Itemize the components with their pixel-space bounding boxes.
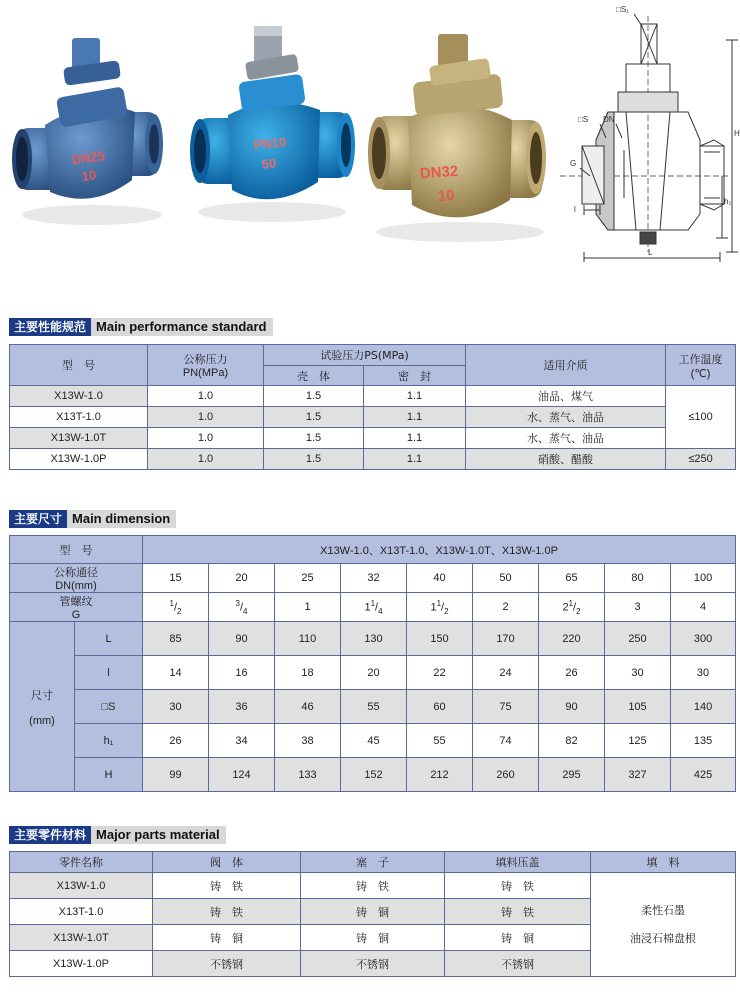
perf-header-medium: 适用介质 [466,345,666,386]
dim-cell: 110 [275,622,341,656]
perf-cell-model: X13W-1.0P [10,449,148,470]
dim-header-models: X13W-1.0、X13T-1.0、X13W-1.0T、X13W-1.0P [143,536,736,564]
dim-label-g-letter: G [71,609,81,621]
dimension-title-cn: 主要尺寸 [9,510,67,528]
diagram-label-h1: h₁ [724,197,732,206]
dim-cell: 99 [143,758,209,792]
dim-cell: 46 [275,690,341,724]
dim-cell: 74 [473,724,539,758]
valve2-mark-line1: PN10 [253,134,287,153]
mat-cell-gland: 不锈钢 [445,951,591,977]
perf-cell-shell: 1.5 [264,449,364,470]
dim-g-cell: $^3/_4$ [209,593,275,622]
perf-header-ps: 试验压力PS(MPa) [264,345,466,366]
perf-cell-pn: 1.0 [148,428,264,449]
dim-dn-cell: 50 [473,564,539,593]
mat-cell-gland: 铸 铁 [445,899,591,925]
dim-cell: 16 [209,656,275,690]
dim-cell: 45 [341,724,407,758]
dim-cell: 18 [275,656,341,690]
perf-cell-shell: 1.5 [264,386,364,407]
perf-cell-temp-b: ≤250 [666,449,736,470]
dim-dn-cell: 100 [671,564,736,593]
perf-cell-pn: 1.0 [148,407,264,428]
mat-cell-packing [591,873,736,977]
dim-cell: 90 [209,622,275,656]
dim-g-cell: 2 [473,593,539,622]
perf-header-seal: 密 封 [364,366,466,386]
dim-g-cell: $^1/_2$ [143,593,209,622]
dim-cell: 140 [671,690,736,724]
performance-title-en: Main performance standard [91,318,273,336]
dim-g-cell: $2^1/_2$ [539,593,605,622]
dim-cell: 75 [473,690,539,724]
mat-cell-model: X13W-1.0T [10,925,153,951]
perf-cell-medium: 硝酸、醋酸 [466,449,666,470]
diagram-label-s1: □S₁ [616,5,629,14]
perf-header-pn [148,345,264,386]
diagram-label-l-small: l [574,205,576,214]
perf-header-model: 型 号 [10,345,148,386]
dim-row-label: l [75,656,143,690]
dim-cell: 327 [605,758,671,792]
perf-header-pn-unit: PN(MPa) [182,367,229,379]
dim-cell: 105 [605,690,671,724]
dim-dn-cell: 65 [539,564,605,593]
dim-label-g [10,593,143,622]
dim-cell: 55 [407,724,473,758]
dim-cell: 20 [341,656,407,690]
dim-cell: 212 [407,758,473,792]
dim-row-label: □S [75,690,143,724]
perf-cell-seal: 1.1 [364,407,466,428]
dim-label-size [10,622,75,792]
dim-cell: 26 [143,724,209,758]
table-row [10,690,736,724]
dim-g-cell: $1^1/_2$ [407,593,473,622]
dim-cell: 24 [473,656,539,690]
dim-label-dn [10,564,143,593]
dim-cell: 30 [605,656,671,690]
diagram-label-dn: DN [603,115,615,124]
dim-cell: 125 [605,724,671,758]
dim-cell: 36 [209,690,275,724]
mat-cell-gland: 铸 铜 [445,925,591,951]
mat-cell-plug: 铸 铜 [301,925,445,951]
dim-cell: 425 [671,758,736,792]
dim-cell: 22 [407,656,473,690]
perf-cell-medium: 油品、煤气 [466,386,666,407]
dim-g-cell: 1 [275,593,341,622]
table-row [10,407,736,428]
diagram-label-s: □S [578,115,589,124]
valve3-mark-line2: 10 [437,187,456,206]
dim-label-g-cn: 管螺纹 [59,595,93,608]
dim-dn-cell: 80 [605,564,671,593]
dim-g-cell: 3 [605,593,671,622]
dim-dn-cell: 40 [407,564,473,593]
mat-header-part: 零件名称 [10,852,153,873]
dimension-table [9,535,736,792]
diagram-label-l: L [648,248,653,257]
mat-cell-gland: 铸 铁 [445,873,591,899]
dim-cell: 220 [539,622,605,656]
dim-row-label: L [75,622,143,656]
perf-cell-pn: 1.0 [148,449,264,470]
dim-cell: 300 [671,622,736,656]
mat-cell-model: X13W-1.0 [10,873,153,899]
valve3-mark-line1: DN32 [419,162,459,183]
perf-header-shell: 壳 体 [264,366,364,386]
mat-header-packing: 填 料 [591,852,736,873]
mat-packing-line2: 油浸石棉盘根 [630,931,696,945]
mat-packing-line1: 柔性石墨 [641,903,685,917]
materials-title-cn: 主要零件材料 [9,826,91,844]
valve1-mark-line2: 10 [80,167,98,185]
table-row [10,622,736,656]
perf-header-pn-cn: 公称压力 [183,353,228,366]
perf-cell-shell: 1.5 [264,407,364,428]
mat-cell-body: 不锈钢 [153,951,301,977]
perf-cell-temp-a: ≤100 [666,386,736,449]
dim-cell: 34 [209,724,275,758]
table-row [10,449,736,470]
dim-g-cell: 4 [671,593,736,622]
product-photos [0,0,740,300]
mat-cell-body: 铸 铁 [153,899,301,925]
dim-cell: 150 [407,622,473,656]
perf-cell-model: X13T-1.0 [10,407,148,428]
dim-cell: 30 [143,690,209,724]
dim-cell: 90 [539,690,605,724]
dim-label-dn-unit: DN(mm) [55,580,97,592]
dim-cell: 135 [671,724,736,758]
performance-title-cn: 主要性能规范 [9,318,91,336]
valve-photo-blue [190,26,355,222]
dim-cell: 170 [473,622,539,656]
dim-cell: 85 [143,622,209,656]
dim-label-dn-cn: 公称通径 [54,566,98,579]
dim-row-label: H [75,758,143,792]
dim-header-model: 型 号 [10,536,143,564]
dimension-section-title [9,510,176,528]
perf-cell-shell: 1.5 [264,428,364,449]
dim-cell: 55 [341,690,407,724]
mat-header-body: 阀 体 [153,852,301,873]
performance-table [9,344,736,470]
dim-cell: 82 [539,724,605,758]
mat-cell-plug: 不锈钢 [301,951,445,977]
perf-cell-pn: 1.0 [148,386,264,407]
table-row [10,724,736,758]
mat-cell-model: X13W-1.0P [10,951,153,977]
mat-cell-body: 铸 铜 [153,925,301,951]
perf-cell-model: X13W-1.0 [10,386,148,407]
dim-dn-cell: 15 [143,564,209,593]
mat-cell-plug: 铸 铜 [301,899,445,925]
diagram-label-h: H [734,129,740,138]
performance-section-title [9,318,273,336]
perf-cell-model: X13W-1.0T [10,428,148,449]
table-row [10,428,736,449]
mat-header-plug: 塞 子 [301,852,445,873]
dim-dn-cell: 20 [209,564,275,593]
diagram-label-g: G [570,159,577,168]
table-row [10,873,736,899]
mat-cell-plug: 铸 铁 [301,873,445,899]
dim-cell: 250 [605,622,671,656]
dim-cell: 133 [275,758,341,792]
perf-cell-seal: 1.1 [364,449,466,470]
materials-section-title [9,826,226,844]
dim-dn-cell: 32 [341,564,407,593]
perf-header-temp-unit: (℃) [690,367,711,380]
perf-cell-medium: 水、蒸气、油品 [466,428,666,449]
dim-cell: 30 [671,656,736,690]
dim-cell: 260 [473,758,539,792]
valve-photo-cast-iron [12,38,163,225]
dim-cell: 14 [143,656,209,690]
table-row [10,656,736,690]
perf-cell-seal: 1.1 [364,386,466,407]
dim-cell: 124 [209,758,275,792]
perf-header-temp [666,345,736,386]
valve-photo-brass [368,34,546,242]
mat-cell-body: 铸 铁 [153,873,301,899]
valve2-mark-line2: 50 [260,155,277,172]
dim-row-label: h₁ [75,724,143,758]
dim-label-size-unit: (mm) [29,714,55,727]
table-row [10,758,736,792]
mat-header-gland: 填料压盖 [445,852,591,873]
dim-label-size-cn: 尺寸 [31,688,53,702]
perf-cell-medium: 水、蒸气、油品 [466,407,666,428]
mat-cell-model: X13T-1.0 [10,899,153,925]
valve-cross-section-diagram [560,14,738,262]
dim-cell: 295 [539,758,605,792]
table-row [10,386,736,407]
dim-cell: 130 [341,622,407,656]
dim-cell: 26 [539,656,605,690]
dim-cell: 152 [341,758,407,792]
perf-header-temp-cn: 工作温度 [678,352,723,366]
dim-g-cell: $1^1/_4$ [341,593,407,622]
materials-title-en: Major parts material [91,826,226,844]
dim-dn-cell: 25 [275,564,341,593]
perf-cell-seal: 1.1 [364,428,466,449]
valve1-mark-line1: DN25 [70,147,106,168]
dim-cell: 38 [275,724,341,758]
dim-cell: 60 [407,690,473,724]
materials-table [9,851,736,977]
dimension-title-en: Main dimension [67,510,176,528]
